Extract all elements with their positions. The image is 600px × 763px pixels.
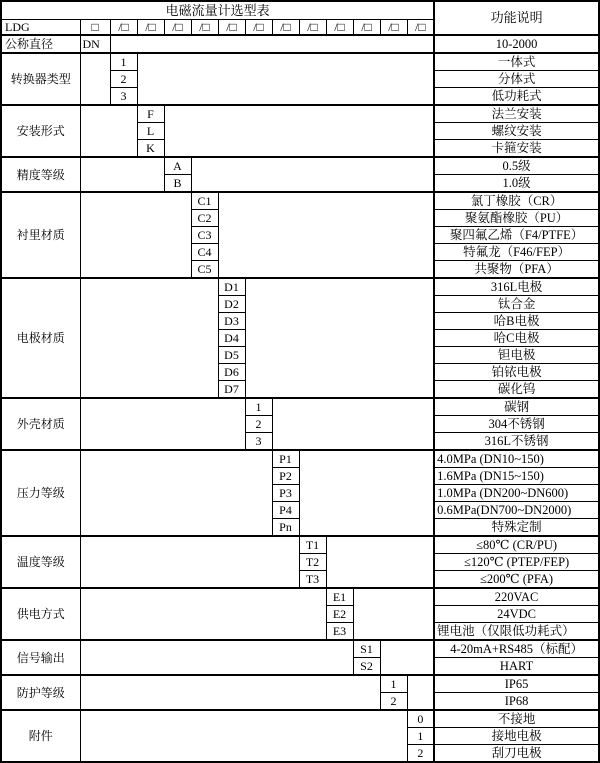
description-cell: 分体式 (434, 71, 599, 88)
spacer-cell (80, 710, 407, 762)
code-cell: T1 (299, 536, 326, 554)
spacer-cell (326, 536, 434, 588)
code-cell: 2 (407, 745, 434, 763)
code-cell: D5 (218, 347, 245, 364)
description-cell: ≤120℃ (PTEP/FEP) (434, 554, 599, 571)
code-cell: T3 (299, 571, 326, 589)
description-cell: 碳钢 (434, 398, 599, 416)
category-label: 温度等级 (1, 536, 80, 588)
code-cell: P2 (272, 468, 299, 485)
description-cell: 接地电极 (434, 728, 599, 745)
code-cell: 1 (110, 53, 137, 71)
category-label: 附件 (1, 710, 80, 762)
code-cell: F (137, 105, 164, 123)
code-cell: D7 (218, 381, 245, 399)
description-cell: ≤200℃ (PFA) (434, 571, 599, 589)
description-cell: 316L不锈钢 (434, 433, 599, 451)
code-cell: P1 (272, 450, 299, 468)
spacer-cell (80, 536, 299, 588)
category-label: 衬里材质 (1, 192, 80, 278)
description-cell: 哈C电极 (434, 330, 599, 347)
model-digit-slot: /□ (164, 20, 191, 36)
model-prefix: LDG (1, 20, 80, 36)
description-cell: 碳化钨 (434, 381, 599, 399)
spacer-cell (299, 450, 434, 536)
model-digit-slot: /□ (407, 20, 434, 36)
model-digit-slot: /□ (299, 20, 326, 36)
spacer-cell (353, 588, 434, 640)
description-cell: 钛合金 (434, 296, 599, 313)
spacer-cell (80, 675, 380, 710)
description-cell: 304不锈钢 (434, 416, 599, 433)
code-cell: D4 (218, 330, 245, 347)
model-box: □ (80, 20, 110, 36)
code-cell: P3 (272, 485, 299, 502)
description-cell: 1.0级 (434, 175, 599, 193)
code-cell: K (137, 140, 164, 158)
description-cell: 锂电池（仅限低功耗式） (434, 623, 599, 641)
spacer-cell (80, 588, 326, 640)
code-cell: C2 (191, 210, 218, 227)
category-label: 供电方式 (1, 588, 80, 640)
code-cell: S2 (353, 658, 380, 676)
category-label: 安装形式 (1, 105, 80, 157)
spacer-cell (164, 105, 434, 157)
code-cell: A (164, 157, 191, 175)
description-cell: 24VDC (434, 606, 599, 623)
model-digit-slot: /□ (353, 20, 380, 36)
description-cell: 钽电极 (434, 347, 599, 364)
code-cell: S1 (353, 640, 380, 658)
description-cell: 1.6MPa (DN15~150) (434, 468, 599, 485)
category-label: 压力等级 (1, 450, 80, 536)
code-cell: E3 (326, 623, 353, 641)
model-digit-slot: /□ (110, 20, 137, 36)
description-cell: ≤80℃ (CR/PU) (434, 536, 599, 554)
code-cell: C4 (191, 244, 218, 261)
category-label: 外壳材质 (1, 398, 80, 450)
spacer-cell (80, 278, 218, 398)
code-cell: 0 (407, 710, 434, 728)
function-column-header: 功能说明 (434, 1, 599, 35)
code-cell: C1 (191, 192, 218, 210)
code-cell: 2 (380, 693, 407, 711)
description-cell: 卡箍安装 (434, 140, 599, 158)
code-cell: E1 (326, 588, 353, 606)
code-cell: 1 (380, 675, 407, 693)
description-cell: 铂铱电极 (434, 364, 599, 381)
description-cell: 聚氨酯橡胶（PU） (434, 210, 599, 227)
code-cell: B (164, 175, 191, 193)
spacer-cell (218, 192, 434, 278)
description-cell: 聚四氟乙烯（F4/PTFE） (434, 227, 599, 244)
description-cell: 316L电极 (434, 278, 599, 296)
category-label: 公称直径 (1, 35, 80, 53)
code-cell: DN (80, 35, 110, 53)
description-cell: HART (434, 658, 599, 676)
description-cell: 共聚物（PFA） (434, 261, 599, 279)
code-cell: D1 (218, 278, 245, 296)
description-cell: 特殊定制 (434, 519, 599, 537)
model-digit-slot: /□ (380, 20, 407, 36)
code-cell: C5 (191, 261, 218, 279)
description-cell: 1.0MPa (DN200~DN600) (434, 485, 599, 502)
code-cell: C3 (191, 227, 218, 244)
description-cell: 不接地 (434, 710, 599, 728)
model-digit-slot: /□ (191, 20, 218, 36)
spacer-cell (80, 53, 110, 105)
spacer-cell (272, 398, 434, 450)
spacer-cell (191, 157, 434, 192)
code-cell: P4 (272, 502, 299, 519)
category-label: 转换器类型 (1, 53, 80, 105)
spacer-cell (80, 105, 137, 157)
model-digit-slot: /□ (326, 20, 353, 36)
code-cell: D2 (218, 296, 245, 313)
model-digit-slot: /□ (218, 20, 245, 36)
description-cell: 一体式 (434, 53, 599, 71)
description-cell: 低功耗式 (434, 88, 599, 106)
code-cell: E2 (326, 606, 353, 623)
spacer-cell (110, 35, 434, 53)
code-cell: 3 (110, 88, 137, 106)
spacer-cell (380, 640, 434, 675)
code-cell: D6 (218, 364, 245, 381)
code-cell: L (137, 123, 164, 140)
category-label: 防护等级 (1, 675, 80, 710)
spacer-cell (245, 278, 434, 398)
spacer-cell (80, 192, 191, 278)
model-digit-slot: /□ (137, 20, 164, 36)
code-cell: 3 (245, 433, 272, 451)
spacer-cell (80, 157, 164, 192)
code-cell: 1 (245, 398, 272, 416)
description-cell: 4-20mA+RS485（标配） (434, 640, 599, 658)
description-cell: 法兰安装 (434, 105, 599, 123)
code-cell: 2 (245, 416, 272, 433)
description-cell: 0.6MPa(DN700~DN2000) (434, 502, 599, 519)
description-cell: 特氟龙（F46/FEP） (434, 244, 599, 261)
code-cell: 1 (407, 728, 434, 745)
description-cell: 氯丁橡胶（CR） (434, 192, 599, 210)
description-cell: 螺纹安装 (434, 123, 599, 140)
code-cell: D3 (218, 313, 245, 330)
model-digit-slot: /□ (272, 20, 299, 36)
model-digit-slot: /□ (245, 20, 272, 36)
category-label: 信号输出 (1, 640, 80, 675)
description-cell: 哈B电极 (434, 313, 599, 330)
description-cell: IP68 (434, 693, 599, 711)
spacer-cell (80, 640, 353, 675)
description-cell: 4.0MPa (DN10~150) (434, 450, 599, 468)
code-cell: 2 (110, 71, 137, 88)
description-cell: 10-2000 (434, 35, 599, 53)
category-label: 精度等级 (1, 157, 80, 192)
spacer-cell (407, 675, 434, 710)
spacer-cell (80, 398, 245, 450)
spacer-cell (137, 53, 434, 105)
code-cell: T2 (299, 554, 326, 571)
table-title: 电磁流量计选型表 (1, 1, 434, 20)
description-cell: 刮刀电极 (434, 745, 599, 763)
description-cell: 220VAC (434, 588, 599, 606)
spacer-cell (80, 450, 272, 536)
description-cell: IP65 (434, 675, 599, 693)
category-label: 电极材质 (1, 278, 80, 398)
code-cell: Pn (272, 519, 299, 537)
description-cell: 0.5级 (434, 157, 599, 175)
